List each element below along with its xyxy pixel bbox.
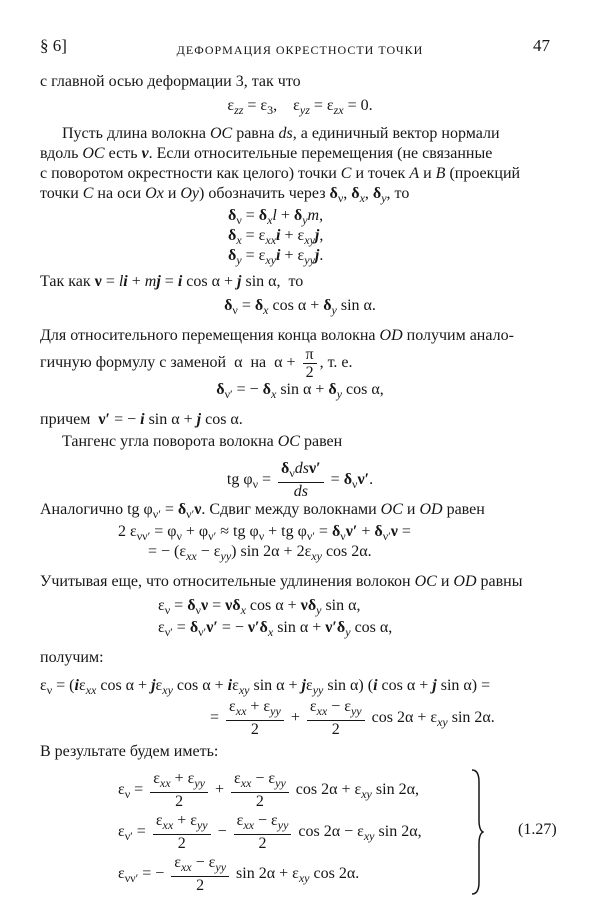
equation: $\varepsilon_{\nu'}$ = $\frac{\varepsilon_{xx} + \varepsilon_{yy}}{2}$ − $\frac{\varepsilon_{xx} - \varepsilon_{yy}}{2}$ $\cos 2\alpha - \varepsilon_{xy}$ sin 2α,: [118, 812, 422, 853]
text-line: гичную формулу с заменой α на α + $\frac{\pi}{2}$ , т. е.: [40, 346, 353, 381]
text-line: Пусть длина волокна OC равна ds, а единичный вектор нормали: [62, 125, 500, 142]
text-line: Для относительного перемещения конца волокна OD получим анало-: [40, 327, 514, 344]
equation-number: (1.27): [518, 821, 557, 838]
equation: $\delta_\nu = \delta_x$ $\cos \alpha + \delta_y$ sin α.: [224, 297, 376, 318]
equation: $\varepsilon_\nu$ = $\frac{\varepsilon_{xx} + \varepsilon_{yy}}{2}$ + $\frac{\varepsilon_{xx} - \varepsilon_{yy}}{2}$ $\cos 2\alpha + \varepsilon_{xy}$ sin 2α,: [118, 770, 419, 811]
equation: = $\frac{\varepsilon_{xx} + \varepsilon_{yy}}{2}$ + $\frac{\varepsilon_{xx} - \varepsilon_{yy}}{2}$ $\cos 2\alpha + \varepsilon_{xy}$ sin 2α.: [210, 698, 495, 739]
running-head: ДЕФОРМАЦИЯ ОКРЕСТНОСТИ ТОЧКИ: [176, 43, 424, 57]
equation: $\varepsilon_\nu = (i\varepsilon_{xx}$ $\cos \alpha + j\varepsilon_{xy}$ $\cos \alpha + i\varepsilon_{xy}$ $\sin \alpha + j\varepsilon_{yy}$ sin α) (i cos α + j sin α) =: [40, 677, 491, 698]
text-line: В результате будем иметь:: [40, 743, 219, 760]
text-line: Тангенс угла поворота волокна OC равен: [62, 433, 343, 450]
text-line: с главной осью деформации 3, так что: [40, 73, 301, 90]
fraction: $\frac{\pi}{2}$: [303, 346, 317, 381]
equation: $\delta_\nu = \delta_xl + \delta_ym$,: [228, 207, 324, 228]
text-line: с поворотом окрестности как целого) точки C и точек A и B (проекций: [40, 165, 521, 182]
text-line: Так как ν = li + mj = i cos α + j sin α, то: [40, 273, 304, 290]
text-line: точки C на оси Ox и Oy) обозначить через $\delta_\nu$, $\delta_x$, $\delta_y$, то: [40, 185, 410, 206]
right-brace: [470, 768, 484, 896]
equation: $\varepsilon_{\nu\nu'}$ = − $\frac{\varepsilon_{xx} - \varepsilon_{yy}}{2}$ $\sin 2\alpha + \varepsilon_{xy}$ cos 2α.: [118, 854, 360, 895]
page-number: 47: [533, 36, 550, 55]
fraction: $\frac{\varepsilon_{xx} - \varepsilon_{yy}}{2}$: [234, 812, 292, 852]
equation: tg $\varphi_\nu$ = $\frac{\delta_\nu ds\nu'}{ds}$ = $\delta_\nu\nu'$.: [226, 460, 374, 501]
fraction: $\frac{\varepsilon_{xx} + \varepsilon_{yy}}{2}$: [150, 770, 208, 810]
fraction: $\frac{\varepsilon_{xx} - \varepsilon_{yy}}{2}$: [171, 854, 229, 894]
text-line: Аналогично tg $\varphi_{\nu'} = \delta_{\nu'}\nu$. Сдвиг между волокнами OC и OD равен: [40, 501, 485, 522]
equation: $\varepsilon_\nu = \delta_\nu\nu = \nu\delta_x$ $\cos \alpha + \nu\delta_y$ sin α,: [158, 597, 361, 618]
equation: 2 $\varepsilon_{\nu\nu'} = \varphi_\nu + \varphi_{\nu'}$ ≈ tg $\varphi_\nu$ + tg $\varphi_{\nu'} = \delta_\nu\nu' + \delta_{\nu'}\nu$ =: [118, 523, 411, 544]
text-line: причем ν′ = − i sin α + j cos α.: [40, 411, 243, 428]
equation: $\varepsilon_{\nu'} = \delta_{\nu'}\nu'$ = − $\nu'\delta_x$ $\sin \alpha + \nu'\delta_y$ cos α,: [158, 619, 393, 640]
equation: $\varepsilon_{zz} = \varepsilon_3$, $\varepsilon_{yz} = \varepsilon_{zx} = 0$.: [227, 97, 373, 118]
equation: $\delta_y = \varepsilon_{xy}i + \varepsilon_{yy}j$.: [228, 247, 324, 268]
fraction: $\frac{\varepsilon_{xx} - \varepsilon_{yy}}{2}$: [231, 770, 289, 810]
equation: $\delta_x = \varepsilon_{xx}i + \varepsilon_{xy}j$,: [228, 227, 324, 248]
equation: $\delta_{\nu'}$ = − $\delta_x$ $\sin \alpha + \delta_y$ cos α,: [216, 381, 384, 402]
text-line: вдоль OC есть ν. Если относительные перемещения (не связанные: [40, 145, 493, 162]
equation: = − $(\varepsilon_{xx} - \varepsilon_{yy})$ $\sin 2\alpha + 2\varepsilon_{xy}$ cos 2α.: [148, 543, 372, 564]
section-marker: § 6]: [40, 36, 67, 55]
fraction: $\frac{\delta_\nu ds\nu'}{ds}$: [278, 460, 324, 500]
text-line: Учитывая еще, что относительные удлинения волокон OC и OD равны: [40, 573, 523, 590]
fraction: $\frac{\varepsilon_{xx} + \varepsilon_{yy}}{2}$: [153, 812, 211, 852]
text-line: получим:: [40, 649, 104, 666]
fraction: $\frac{\varepsilon_{xx} - \varepsilon_{yy}}{2}$: [307, 698, 365, 738]
fraction: $\frac{\varepsilon_{xx} + \varepsilon_{yy}}{2}$: [226, 698, 284, 738]
